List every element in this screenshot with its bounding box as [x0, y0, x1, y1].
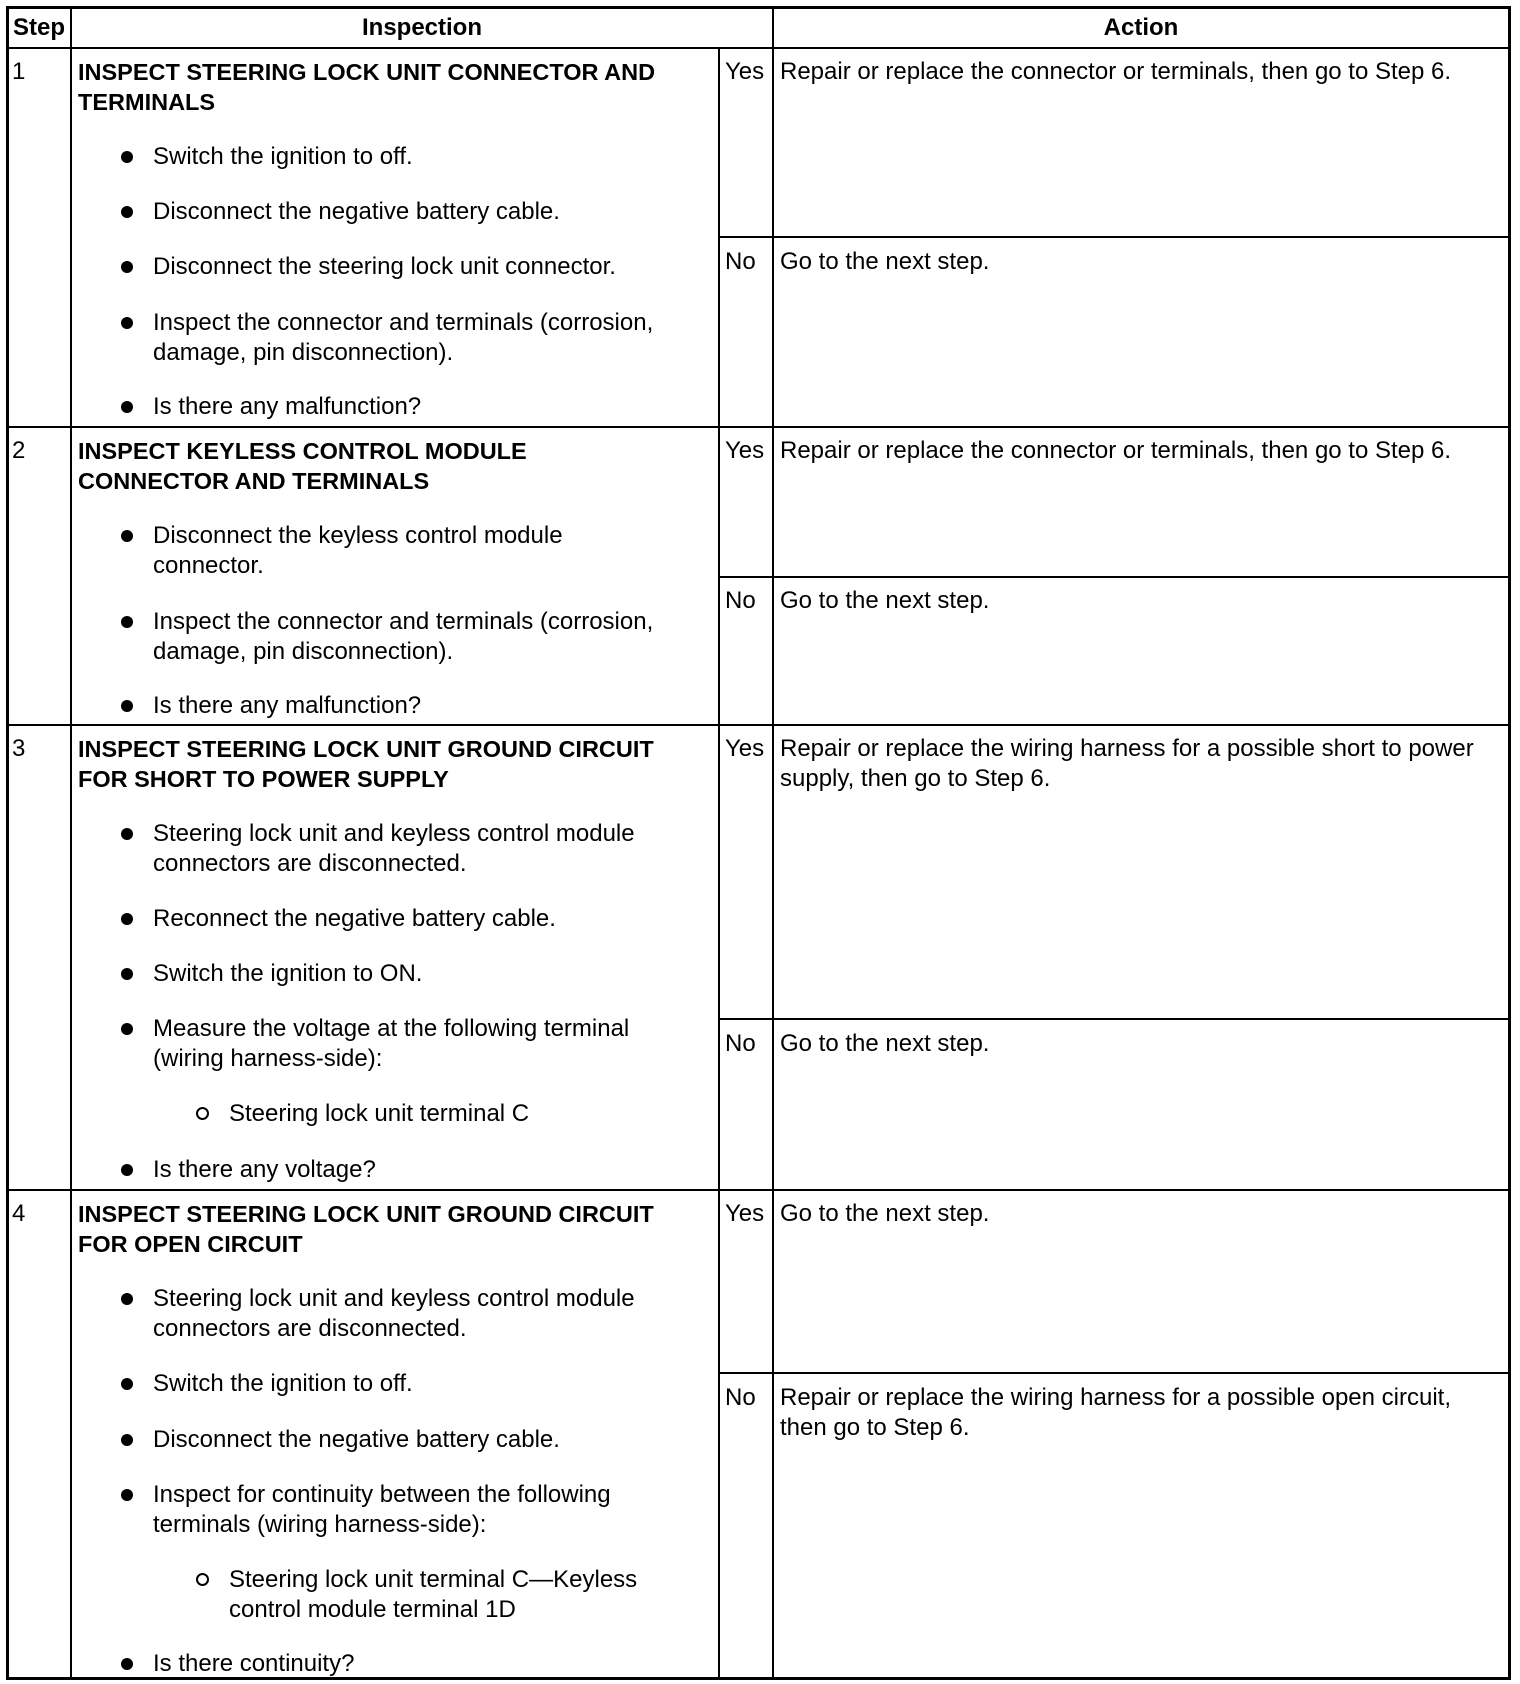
action-yes-text: Repair or replace the wiring harness for a possible short to power — [780, 735, 1474, 762]
result-yes-label: Yes — [725, 58, 765, 85]
instruction-text: Disconnect the negative battery cable. — [153, 198, 560, 225]
instruction-text: damage, pin disconnection). — [153, 638, 454, 665]
bullet-icon — [121, 151, 133, 163]
instruction-text: Is there continuity? — [153, 1650, 355, 1677]
step-title: FOR OPEN CIRCUIT — [78, 1231, 303, 1257]
result-yes-label: Yes — [725, 437, 765, 464]
step3-yes-no-divider — [718, 1018, 1511, 1020]
instruction-text: Switch the ignition to off. — [153, 143, 413, 170]
row-divider-2-3 — [6, 724, 1511, 726]
result-no-label: No — [725, 587, 756, 614]
instruction-text: (wiring harness-side): — [153, 1045, 383, 1072]
instruction-text: Switch the ignition to off. — [153, 1370, 413, 1397]
action-no-text: Go to the next step. — [780, 1030, 990, 1057]
header-row-divider — [6, 47, 1511, 49]
bullet-icon — [121, 206, 133, 218]
action-no-text: Go to the next step. — [780, 248, 990, 275]
instruction-text: Inspect for continuity between the following — [153, 1481, 611, 1508]
bullet-icon — [121, 317, 133, 329]
table-border-left — [6, 6, 9, 1680]
instruction-text: Disconnect the negative battery cable. — [153, 1426, 560, 1453]
header-action: Action — [1103, 14, 1179, 41]
bullet-icon — [121, 968, 133, 980]
column-divider-result — [718, 48, 720, 1680]
instruction-text: Is there any voltage? — [153, 1156, 376, 1183]
step-number: 3 — [12, 735, 26, 762]
table-border-right — [1508, 6, 1511, 1680]
bullet-icon — [121, 616, 133, 628]
bullet-icon — [121, 1378, 133, 1390]
instruction-text: terminals (wiring harness-side): — [153, 1511, 487, 1538]
result-no-label: No — [725, 248, 756, 275]
instruction-text: Steering lock unit and keyless control module — [153, 820, 635, 847]
action-yes-text: Repair or replace the connector or terminals, then go to Step 6. — [780, 58, 1452, 85]
step-number: 4 — [12, 1200, 26, 1227]
bullet-icon — [121, 1164, 133, 1176]
instruction-text: Inspect the connector and terminals (corrosion, — [153, 608, 654, 635]
instruction-text: connectors are disconnected. — [153, 850, 467, 877]
step-title: TERMINALS — [78, 89, 216, 115]
bullet-icon — [121, 530, 133, 542]
instruction-text: Is there any malfunction? — [153, 393, 422, 420]
step-number: 2 — [12, 437, 26, 464]
step-title: INSPECT STEERING LOCK UNIT CONNECTOR AND — [78, 59, 656, 85]
sub-bullet-icon — [196, 1573, 209, 1586]
action-yes-text: Go to the next step. — [780, 1200, 990, 1227]
step-title: INSPECT STEERING LOCK UNIT GROUND CIRCUIT — [78, 1201, 654, 1227]
instruction-text: Reconnect the negative battery cable. — [153, 905, 556, 932]
action-yes-text: Repair or replace the connector or terminals, then go to Step 6. — [780, 437, 1452, 464]
instruction-text: Disconnect the keyless control module — [153, 522, 563, 549]
bullet-icon — [121, 261, 133, 273]
result-yes-label: Yes — [725, 735, 765, 762]
column-divider-action — [772, 48, 774, 1680]
step1-yes-no-divider — [718, 236, 1511, 238]
header-inspection: Inspection — [361, 14, 482, 41]
instruction-text: Inspect the connector and terminals (corrosion, — [153, 309, 654, 336]
bullet-icon — [121, 1293, 133, 1305]
step2-yes-no-divider — [718, 576, 1511, 578]
result-yes-label: Yes — [725, 1200, 765, 1227]
action-no-text: Go to the next step. — [780, 587, 990, 614]
bullet-icon — [121, 1434, 133, 1446]
step-title: CONNECTOR AND TERMINALS — [78, 468, 430, 494]
action-no-text: Repair or replace the wiring harness for a possible open circuit, — [780, 1384, 1452, 1411]
bullet-icon — [121, 1658, 133, 1670]
instruction-text: damage, pin disconnection). — [153, 339, 454, 366]
bullet-icon — [121, 700, 133, 712]
result-no-label: No — [725, 1030, 756, 1057]
instruction-text: Switch the ignition to ON. — [153, 960, 423, 987]
action-no-text: then go to Step 6. — [780, 1414, 970, 1441]
instruction-text: Disconnect the steering lock unit connector. — [153, 253, 616, 280]
bullet-icon — [121, 1489, 133, 1501]
bullet-icon — [121, 913, 133, 925]
action-yes-text: supply, then go to Step 6. — [780, 765, 1051, 792]
header-step: Step — [12, 14, 65, 41]
bullet-icon — [121, 1023, 133, 1035]
bullet-icon — [121, 828, 133, 840]
sub-bullet-icon — [196, 1107, 209, 1120]
sub-instruction-text: Steering lock unit terminal C—Keyless — [229, 1566, 638, 1593]
step-title: FOR SHORT TO POWER SUPPLY — [78, 766, 449, 792]
column-divider-step — [70, 6, 72, 1680]
table-border-top — [6, 6, 1511, 9]
bullet-icon — [121, 401, 133, 413]
step-title: INSPECT KEYLESS CONTROL MODULE — [78, 438, 527, 464]
step-number: 1 — [12, 58, 26, 85]
row-divider-3-4 — [6, 1189, 1511, 1191]
sub-instruction-text: control module terminal 1D — [229, 1596, 516, 1623]
step4-yes-no-divider — [718, 1372, 1511, 1374]
sub-instruction-text: Steering lock unit terminal C — [229, 1100, 530, 1127]
step-title: INSPECT STEERING LOCK UNIT GROUND CIRCUIT — [78, 736, 654, 762]
row-divider-1-2 — [6, 426, 1511, 428]
result-no-label: No — [725, 1384, 756, 1411]
instruction-text: connectors are disconnected. — [153, 1315, 467, 1342]
instruction-text: Steering lock unit and keyless control module — [153, 1285, 635, 1312]
instruction-text: Measure the voltage at the following terminal — [153, 1015, 630, 1042]
instruction-text: Is there any malfunction? — [153, 692, 422, 719]
instruction-text: connector. — [153, 552, 264, 579]
